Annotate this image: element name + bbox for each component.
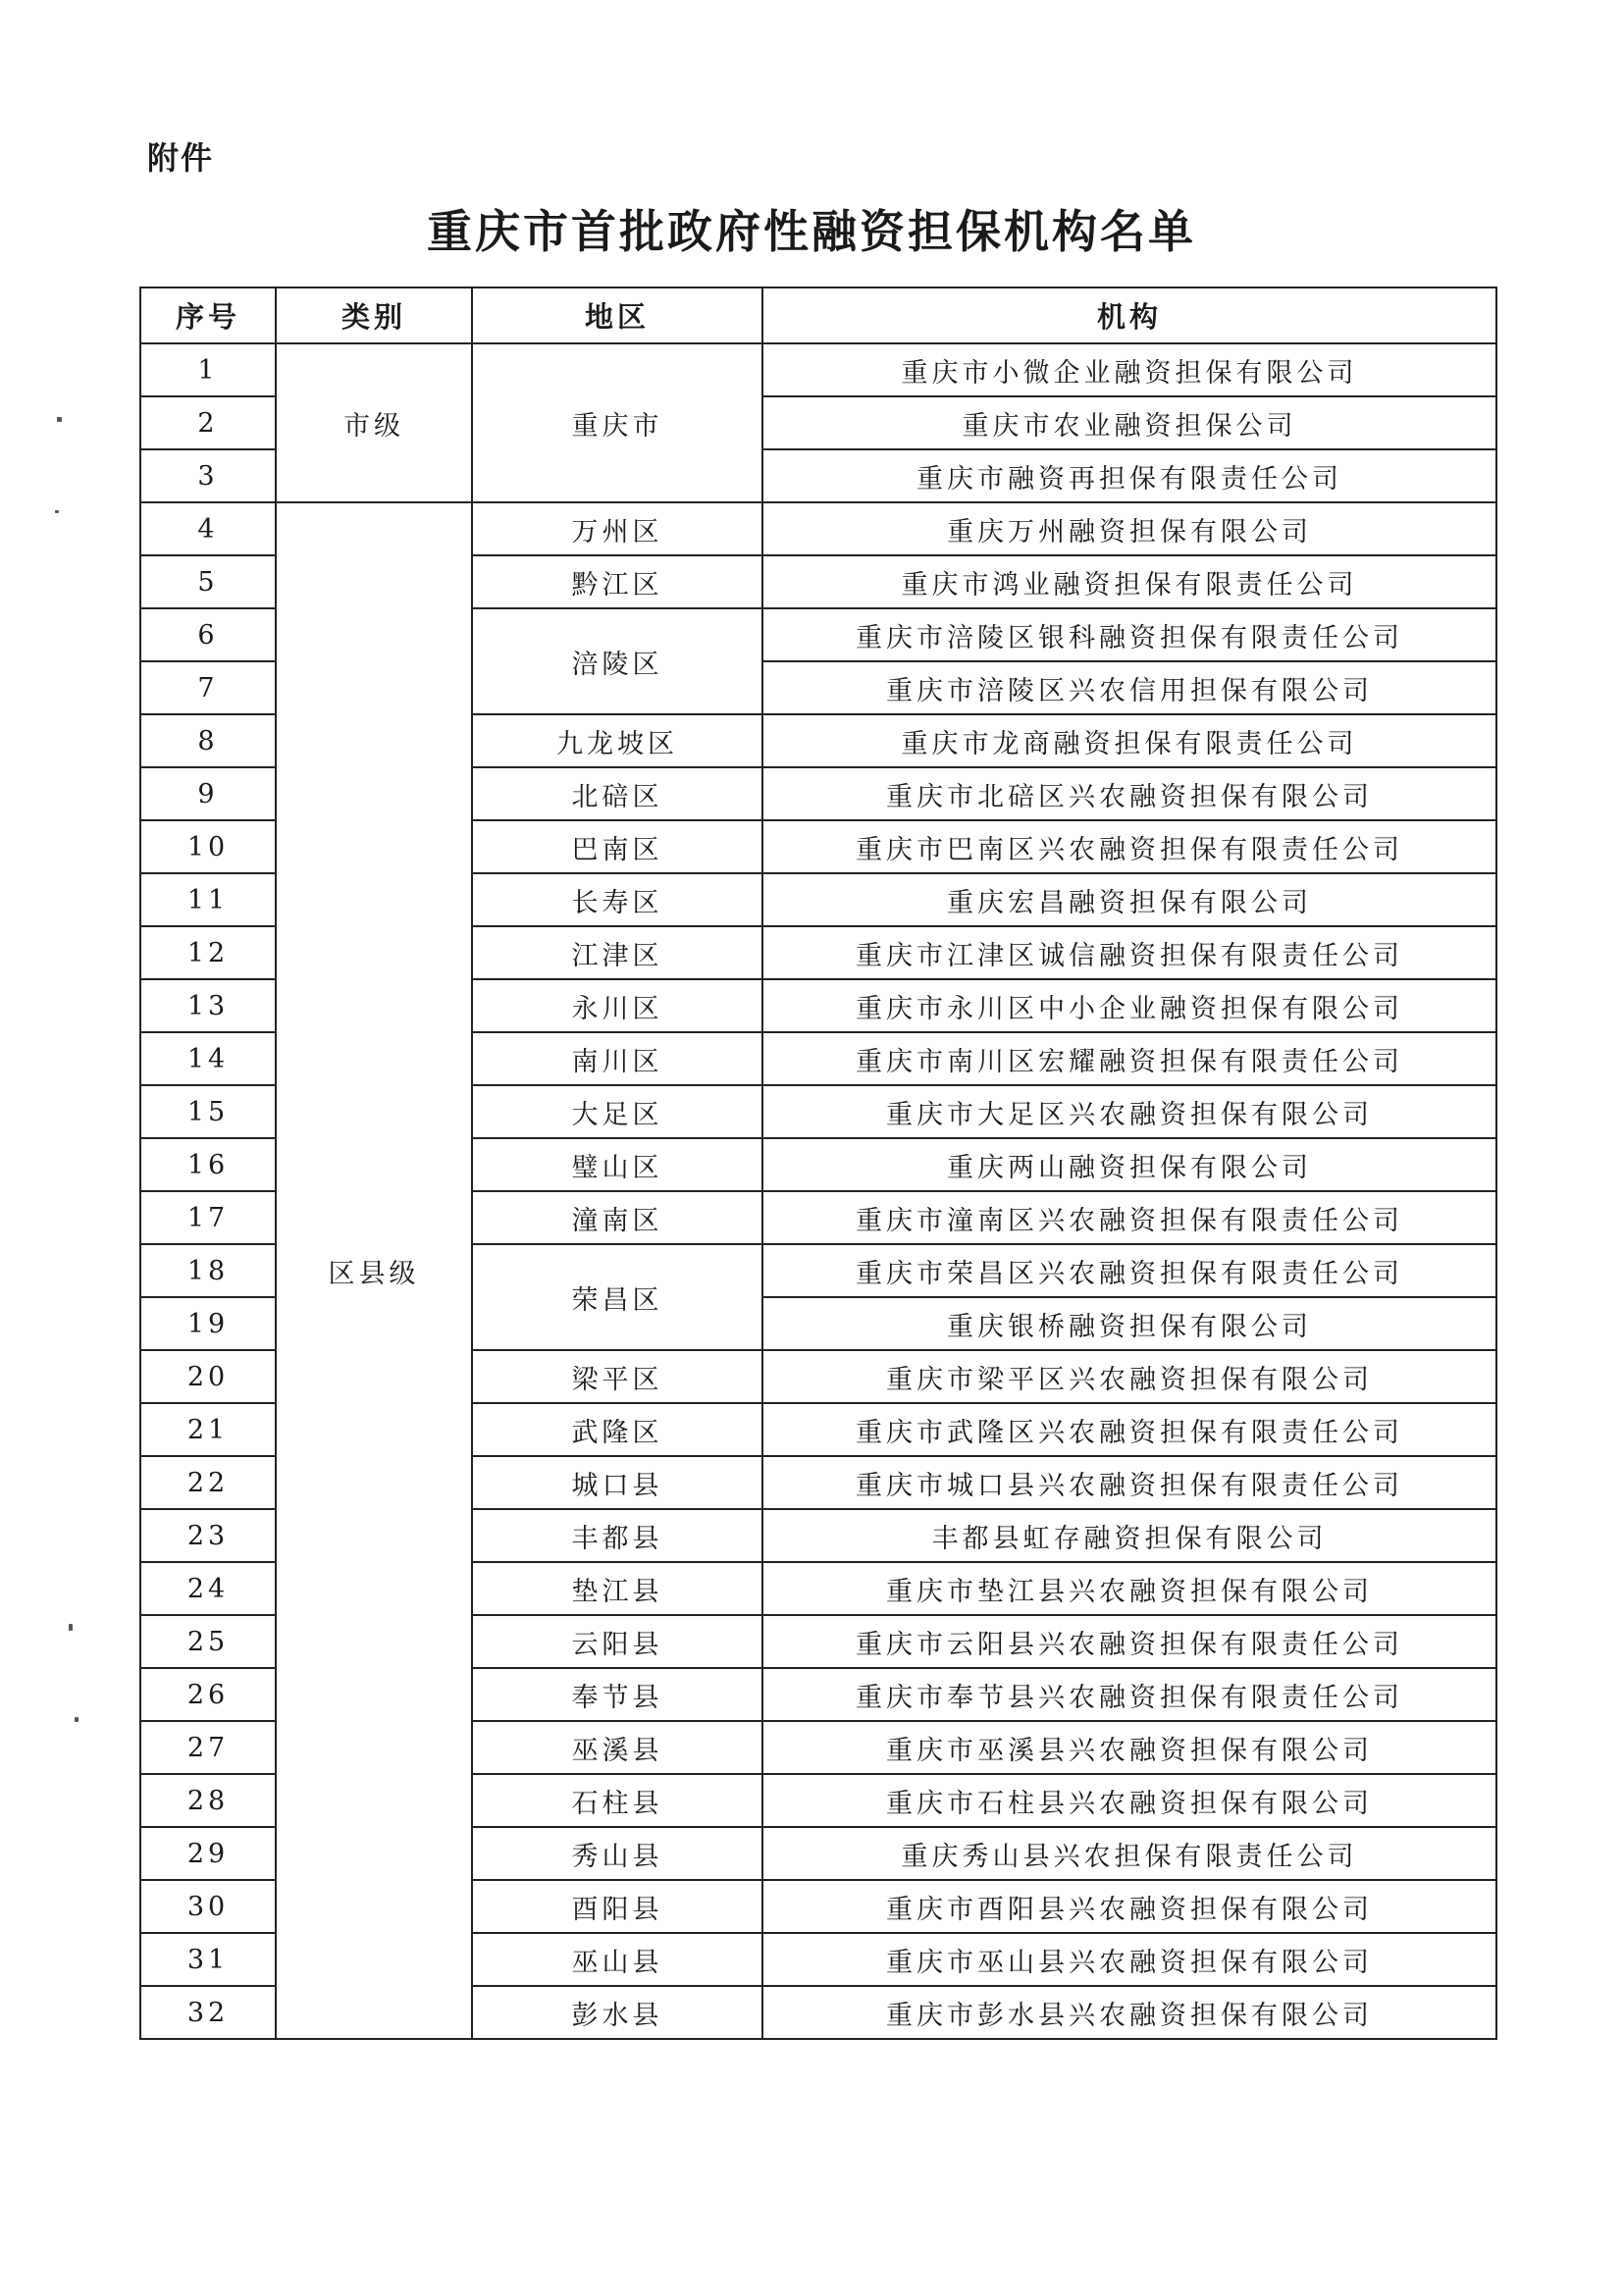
row-seq: 12 <box>140 926 276 979</box>
institution-cell: 重庆两山融资担保有限公司 <box>762 1138 1496 1191</box>
row-seq: 15 <box>140 1085 276 1138</box>
region-cell: 梁平区 <box>472 1350 762 1403</box>
institution-cell: 重庆宏昌融资担保有限公司 <box>762 873 1496 926</box>
table-body <box>140 343 1496 2039</box>
row-seq: 18 <box>140 1244 276 1297</box>
region-cell: 云阳县 <box>472 1615 762 1668</box>
institution-cell: 丰都县虹存融资担保有限公司 <box>762 1509 1496 1562</box>
institution-cell: 重庆市北碚区兴农融资担保有限公司 <box>762 767 1496 820</box>
institution-cell: 重庆市江津区诚信融资担保有限责任公司 <box>762 926 1496 979</box>
row-seq: 27 <box>140 1721 276 1774</box>
table-header-row <box>140 287 1496 343</box>
region-cell: 涪陵区 <box>472 608 762 714</box>
institution-cell: 重庆市永川区中小企业融资担保有限公司 <box>762 979 1496 1032</box>
institution-cell: 重庆市巴南区兴农融资担保有限责任公司 <box>762 820 1496 873</box>
institution-cell: 重庆市奉节县兴农融资担保有限责任公司 <box>762 1668 1496 1721</box>
institution-cell: 重庆市潼南区兴农融资担保有限责任公司 <box>762 1191 1496 1244</box>
institution-cell: 重庆市巫溪县兴农融资担保有限公司 <box>762 1721 1496 1774</box>
region-cell: 璧山区 <box>472 1138 762 1191</box>
region-cell: 万州区 <box>472 502 762 555</box>
category-cell: 区县级 <box>276 502 472 2039</box>
institution-cell: 重庆市小微企业融资担保有限公司 <box>762 343 1496 396</box>
row-seq: 1 <box>140 343 276 396</box>
row-seq: 6 <box>140 608 276 661</box>
category-cell: 市级 <box>276 343 472 502</box>
row-seq: 29 <box>140 1827 276 1880</box>
institution-cell: 重庆市武隆区兴农融资担保有限责任公司 <box>762 1403 1496 1456</box>
row-seq: 5 <box>140 555 276 608</box>
scan-mark <box>75 1717 79 1722</box>
row-seq: 16 <box>140 1138 276 1191</box>
institution-cell: 重庆市大足区兴农融资担保有限公司 <box>762 1085 1496 1138</box>
row-seq: 24 <box>140 1562 276 1615</box>
table-row <box>140 502 1496 555</box>
region-cell: 永川区 <box>472 979 762 1032</box>
row-seq: 17 <box>140 1191 276 1244</box>
region-cell: 巫山县 <box>472 1933 762 1986</box>
region-cell: 酉阳县 <box>472 1880 762 1933</box>
institution-cell: 重庆市鸿业融资担保有限责任公司 <box>762 555 1496 608</box>
row-seq: 13 <box>140 979 276 1032</box>
row-seq: 31 <box>140 1933 276 1986</box>
region-cell: 城口县 <box>472 1456 762 1509</box>
row-seq: 22 <box>140 1456 276 1509</box>
region-cell: 潼南区 <box>472 1191 762 1244</box>
row-seq: 10 <box>140 820 276 873</box>
scan-mark <box>57 417 62 422</box>
row-seq: 20 <box>140 1350 276 1403</box>
region-cell: 重庆市 <box>472 343 762 502</box>
institution-cell: 重庆市龙商融资担保有限责任公司 <box>762 714 1496 767</box>
row-seq: 14 <box>140 1032 276 1085</box>
institution-cell: 重庆市涪陵区兴农信用担保有限公司 <box>762 661 1496 714</box>
institution-cell: 重庆市荣昌区兴农融资担保有限责任公司 <box>762 1244 1496 1297</box>
header-seq: 序号 <box>140 287 276 343</box>
document-title: 重庆市首批政府性融资担保机构名单 <box>427 205 1196 258</box>
row-seq: 3 <box>140 449 276 502</box>
region-cell: 九龙坡区 <box>472 714 762 767</box>
institution-cell: 重庆市彭水县兴农融资担保有限公司 <box>762 1986 1496 2039</box>
region-cell: 荣昌区 <box>472 1244 762 1350</box>
region-cell: 黔江区 <box>472 555 762 608</box>
region-cell: 垫江县 <box>472 1562 762 1615</box>
row-seq: 8 <box>140 714 276 767</box>
institution-cell: 重庆市融资再担保有限责任公司 <box>762 449 1496 502</box>
row-seq: 28 <box>140 1774 276 1827</box>
row-seq: 25 <box>140 1615 276 1668</box>
row-seq: 21 <box>140 1403 276 1456</box>
region-cell: 石柱县 <box>472 1774 762 1827</box>
institution-cell: 重庆市巫山县兴农融资担保有限公司 <box>762 1933 1496 1986</box>
row-seq: 23 <box>140 1509 276 1562</box>
row-seq: 9 <box>140 767 276 820</box>
region-cell: 巴南区 <box>472 820 762 873</box>
institution-cell: 重庆银桥融资担保有限公司 <box>762 1297 1496 1350</box>
row-seq: 7 <box>140 661 276 714</box>
scan-mark <box>55 510 59 513</box>
row-seq: 26 <box>140 1668 276 1721</box>
attachment-label: 附件 <box>147 139 215 177</box>
region-cell: 奉节县 <box>472 1668 762 1721</box>
header-category: 类别 <box>276 287 472 343</box>
header-region: 地区 <box>472 287 762 343</box>
institution-cell: 重庆万州融资担保有限公司 <box>762 502 1496 555</box>
row-seq: 4 <box>140 502 276 555</box>
region-cell: 大足区 <box>472 1085 762 1138</box>
region-cell: 南川区 <box>472 1032 762 1085</box>
row-seq: 19 <box>140 1297 276 1350</box>
region-cell: 武隆区 <box>472 1403 762 1456</box>
institution-cell: 重庆市石柱县兴农融资担保有限公司 <box>762 1774 1496 1827</box>
region-cell: 秀山县 <box>472 1827 762 1880</box>
row-seq: 30 <box>140 1880 276 1933</box>
institution-cell: 重庆市酉阳县兴农融资担保有限公司 <box>762 1880 1496 1933</box>
institution-cell: 重庆市梁平区兴农融资担保有限公司 <box>762 1350 1496 1403</box>
institution-cell: 重庆市农业融资担保公司 <box>762 396 1496 449</box>
scan-mark <box>69 1624 73 1631</box>
region-cell: 江津区 <box>472 926 762 979</box>
institution-cell: 重庆市城口县兴农融资担保有限责任公司 <box>762 1456 1496 1509</box>
institution-cell: 重庆市涪陵区银科融资担保有限责任公司 <box>762 608 1496 661</box>
institution-cell: 重庆市南川区宏耀融资担保有限责任公司 <box>762 1032 1496 1085</box>
row-seq: 11 <box>140 873 276 926</box>
row-seq: 2 <box>140 396 276 449</box>
region-cell: 北碚区 <box>472 767 762 820</box>
region-cell: 彭水县 <box>472 1986 762 2039</box>
institution-cell: 重庆秀山县兴农担保有限责任公司 <box>762 1827 1496 1880</box>
header-institution: 机构 <box>762 287 1496 343</box>
table-row <box>140 343 1496 396</box>
region-cell: 丰都县 <box>472 1509 762 1562</box>
institution-cell: 重庆市垫江县兴农融资担保有限公司 <box>762 1562 1496 1615</box>
institution-table <box>139 287 1497 2040</box>
region-cell: 巫溪县 <box>472 1721 762 1774</box>
region-cell: 长寿区 <box>472 873 762 926</box>
institution-cell: 重庆市云阳县兴农融资担保有限责任公司 <box>762 1615 1496 1668</box>
row-seq: 32 <box>140 1986 276 2039</box>
